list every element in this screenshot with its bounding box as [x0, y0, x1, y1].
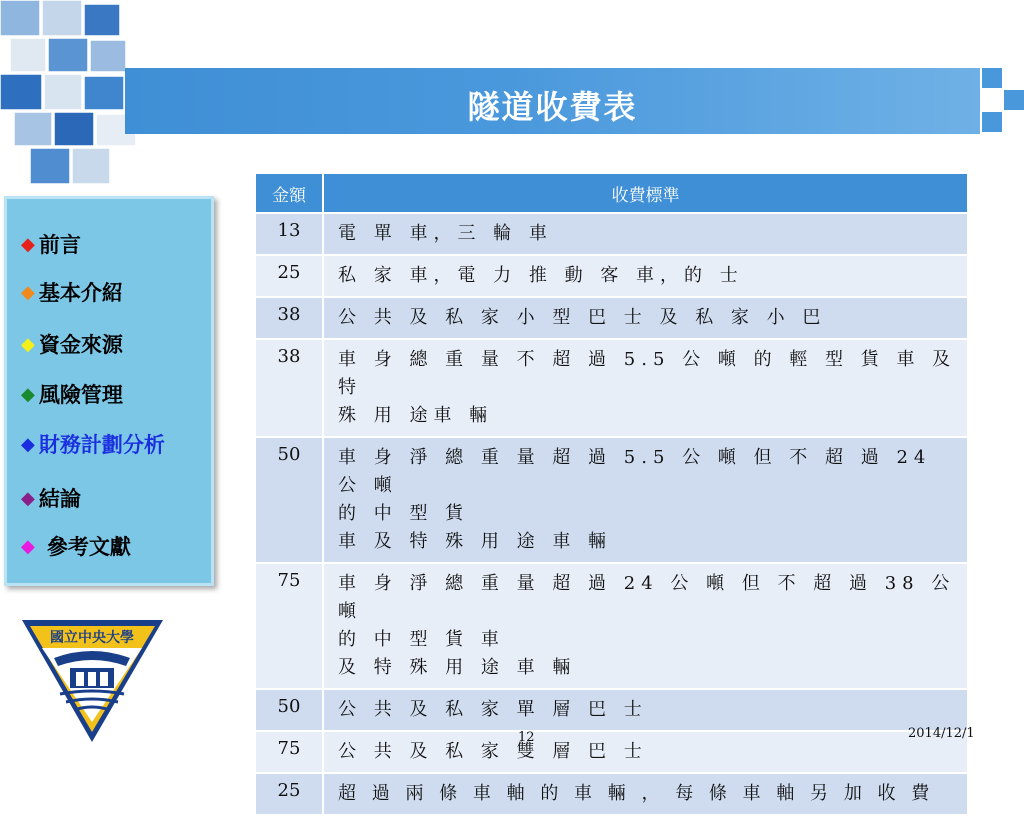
standard-cell [323, 731, 968, 773]
corner-square [1004, 90, 1024, 110]
standard-line: 超 過 兩 條 車 軸 的 車 輛 ， 每 條 車 軸 另 加 收 費 [338, 783, 935, 804]
sidebar-item-label: 資金來源 [38, 332, 123, 357]
table-row [256, 255, 968, 297]
sidebar-nav [4, 196, 214, 586]
diamond-bullet-icon: ◆ [21, 233, 35, 255]
sidebar-item-preface[interactable] [21, 229, 81, 259]
corner-square [982, 68, 1002, 88]
standard-cell [323, 339, 968, 437]
sidebar-item-label: 風險管理 [38, 382, 123, 407]
diamond-bullet-icon: ◆ [21, 535, 35, 557]
table-row [256, 213, 968, 255]
standard-cell [323, 437, 968, 563]
slide-date: 2014/12/1 [908, 726, 975, 741]
amount-cell: 38 [256, 339, 323, 437]
amount-cell: 75 [256, 731, 323, 773]
standard-line: 及 特 殊 用 途 車 輛 [338, 657, 577, 678]
corner-square [982, 112, 1002, 132]
standard-line: 殊 用 途車 輛 [338, 405, 494, 426]
sidebar-item-label: 基本介紹 [38, 280, 123, 305]
diamond-bullet-icon: ◆ [21, 333, 35, 355]
standard-line: 公 共 及 私 家 單 層 巴 士 [338, 699, 648, 720]
table-row [256, 297, 968, 339]
standard-cell [323, 563, 968, 689]
amount-cell: 50 [256, 437, 323, 563]
diamond-bullet-icon: ◆ [21, 281, 35, 303]
column-header-standard: 收費標準 [323, 174, 968, 213]
toll-table [256, 174, 969, 816]
decorative-corner-squares [982, 68, 1024, 134]
standard-line: 車 及 特 殊 用 途 車 輛 [338, 531, 613, 552]
standard-line: 車 身 總 重 量 不 超 過 5.5 公 噸 的 輕 型 貨 車 及 特 [338, 349, 957, 398]
table-row [256, 437, 968, 563]
diamond-bullet-icon: ◆ [21, 383, 35, 405]
standard-line: 車 身 淨 總 重 量 超 過 5.5 公 噸 但 不 超 過 24 公 噸 [338, 447, 932, 496]
amount-cell: 75 [256, 563, 323, 689]
sidebar-item-label: 財務計劃分析 [38, 432, 165, 457]
standard-line: 車 身 淨 總 重 量 超 過 24 公 噸 但 不 超 過 38 公 噸 [338, 573, 956, 622]
standard-line: 公 共 及 私 家 雙 層 巴 士 [338, 741, 648, 762]
standard-cell [323, 297, 968, 339]
sidebar-item-label: 參考文獻 [46, 534, 131, 559]
table-row [256, 339, 968, 437]
standard-line: 公 共 及 私 家 小 型 巴 士 及 私 家 小 巴 [338, 307, 827, 328]
standard-line: 私 家 車，電 力 推 動 客 車，的 士 [338, 265, 744, 286]
sidebar-item-financial-plan[interactable] [21, 429, 165, 459]
sidebar-item-funding[interactable] [21, 329, 123, 359]
title-banner [125, 68, 980, 134]
sidebar-item-introduction[interactable] [21, 277, 123, 307]
sidebar-item-label: 結論 [38, 486, 81, 511]
diamond-bullet-icon: ◆ [21, 433, 35, 455]
sidebar-item-risk[interactable] [21, 379, 123, 409]
standard-cell [323, 255, 968, 297]
sidebar-item-conclusion[interactable] [21, 483, 81, 513]
amount-cell: 25 [256, 255, 323, 297]
table-row [256, 563, 968, 689]
standard-line: 的 中 型 貨 [338, 503, 470, 524]
logo-text: 國立中央大學 [50, 630, 134, 646]
sidebar-item-label: 前言 [38, 232, 81, 257]
table-row [256, 773, 968, 815]
amount-cell: 38 [256, 297, 323, 339]
table-row [256, 689, 968, 731]
standard-line: 的 中 型 貨 車 [338, 629, 505, 650]
table-header-row [256, 174, 968, 213]
table-row [256, 731, 968, 773]
standard-line: 電 單 車，三 輪 車 [338, 223, 553, 244]
amount-cell: 13 [256, 213, 323, 255]
sidebar-item-references[interactable] [21, 531, 131, 561]
page-number: 12 [518, 730, 535, 745]
standard-cell [323, 689, 968, 731]
amount-cell: 50 [256, 689, 323, 731]
standard-cell [323, 773, 968, 815]
standard-cell [323, 213, 968, 255]
amount-cell: 25 [256, 773, 323, 815]
diamond-bullet-icon: ◆ [21, 487, 35, 509]
university-logo [20, 618, 165, 744]
page-title: 隧道收費表 [467, 88, 638, 126]
column-header-amount: 金額 [256, 174, 323, 213]
